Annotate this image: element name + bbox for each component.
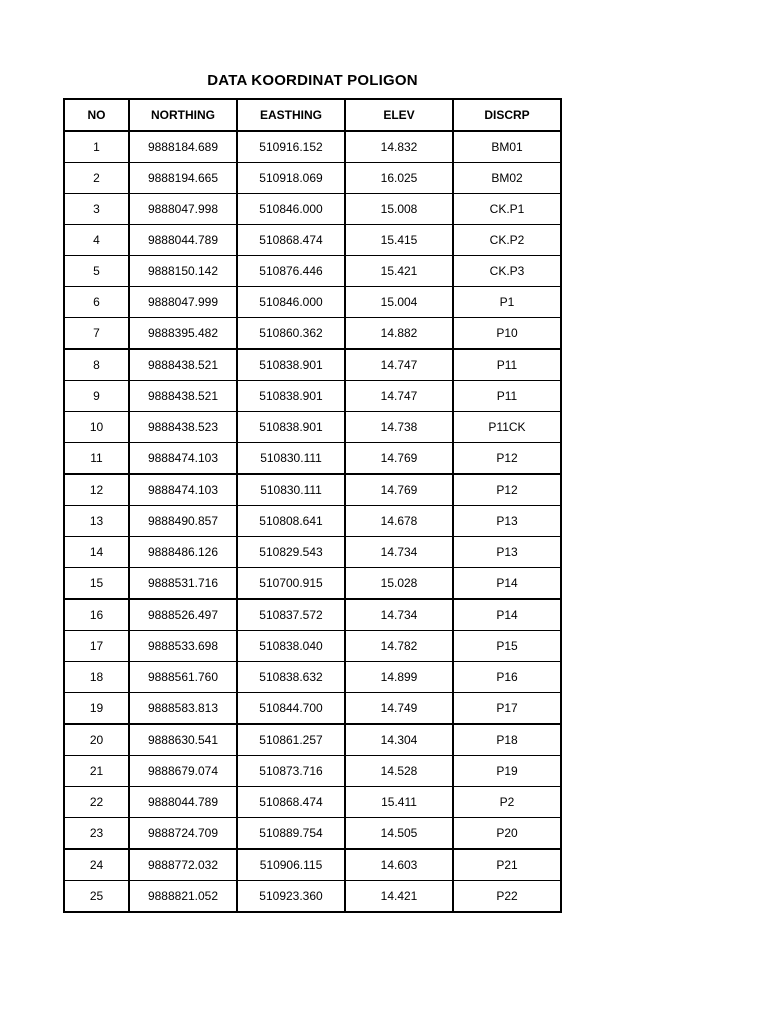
table-row bbox=[64, 506, 561, 537]
table-row bbox=[64, 818, 561, 850]
cell-elev: 14.747 bbox=[345, 381, 453, 412]
cell-elev: 15.421 bbox=[345, 256, 453, 287]
cell-no: 23 bbox=[64, 818, 129, 850]
cell-discrp: P19 bbox=[453, 756, 561, 787]
table-row bbox=[64, 881, 561, 913]
cell-no: 5 bbox=[64, 256, 129, 287]
cell-northing: 9888044.789 bbox=[129, 787, 237, 818]
cell-discrp: BM02 bbox=[453, 163, 561, 194]
cell-discrp: P12 bbox=[453, 474, 561, 506]
cell-northing: 9888679.074 bbox=[129, 756, 237, 787]
table-row bbox=[64, 163, 561, 194]
cell-northing: 9888531.716 bbox=[129, 568, 237, 600]
cell-easthing: 510838.040 bbox=[237, 631, 345, 662]
cell-elev: 16.025 bbox=[345, 163, 453, 194]
cell-no: 25 bbox=[64, 881, 129, 913]
cell-northing: 9888474.103 bbox=[129, 443, 237, 475]
cell-easthing: 510923.360 bbox=[237, 881, 345, 913]
cell-northing: 9888490.857 bbox=[129, 506, 237, 537]
cell-no: 22 bbox=[64, 787, 129, 818]
header-elev: ELEV bbox=[345, 99, 453, 131]
cell-elev: 14.734 bbox=[345, 537, 453, 568]
cell-discrp: P20 bbox=[453, 818, 561, 850]
cell-no: 18 bbox=[64, 662, 129, 693]
cell-northing: 9888486.126 bbox=[129, 537, 237, 568]
cell-northing: 9888438.523 bbox=[129, 412, 237, 443]
cell-discrp: P14 bbox=[453, 599, 561, 631]
cell-discrp: P10 bbox=[453, 318, 561, 350]
cell-easthing: 510868.474 bbox=[237, 225, 345, 256]
cell-easthing: 510838.901 bbox=[237, 381, 345, 412]
cell-discrp: P21 bbox=[453, 849, 561, 881]
cell-northing: 9888474.103 bbox=[129, 474, 237, 506]
cell-elev: 14.603 bbox=[345, 849, 453, 881]
cell-discrp: P13 bbox=[453, 506, 561, 537]
cell-discrp: CK.P1 bbox=[453, 194, 561, 225]
cell-elev: 15.415 bbox=[345, 225, 453, 256]
cell-no: 20 bbox=[64, 724, 129, 756]
cell-no: 10 bbox=[64, 412, 129, 443]
cell-easthing: 510873.716 bbox=[237, 756, 345, 787]
cell-elev: 14.678 bbox=[345, 506, 453, 537]
cell-northing: 9888526.497 bbox=[129, 599, 237, 631]
cell-elev: 14.738 bbox=[345, 412, 453, 443]
cell-easthing: 510846.000 bbox=[237, 194, 345, 225]
cell-no: 6 bbox=[64, 287, 129, 318]
cell-elev: 14.882 bbox=[345, 318, 453, 350]
table-row bbox=[64, 194, 561, 225]
table-row bbox=[64, 287, 561, 318]
cell-discrp: BM01 bbox=[453, 131, 561, 163]
cell-elev: 14.769 bbox=[345, 443, 453, 475]
cell-no: 3 bbox=[64, 194, 129, 225]
table-header bbox=[64, 99, 561, 131]
cell-elev: 14.421 bbox=[345, 881, 453, 913]
cell-northing: 9888150.142 bbox=[129, 256, 237, 287]
cell-easthing: 510876.446 bbox=[237, 256, 345, 287]
cell-easthing: 510830.111 bbox=[237, 443, 345, 475]
cell-no: 14 bbox=[64, 537, 129, 568]
cell-easthing: 510868.474 bbox=[237, 787, 345, 818]
cell-discrp: P11 bbox=[453, 349, 561, 381]
table-row bbox=[64, 849, 561, 881]
table-row bbox=[64, 318, 561, 350]
cell-no: 15 bbox=[64, 568, 129, 600]
cell-elev: 14.734 bbox=[345, 599, 453, 631]
coordinate-table bbox=[63, 98, 562, 913]
cell-easthing: 510861.257 bbox=[237, 724, 345, 756]
table-row bbox=[64, 225, 561, 256]
cell-discrp: P22 bbox=[453, 881, 561, 913]
cell-northing: 9888561.760 bbox=[129, 662, 237, 693]
table-row bbox=[64, 443, 561, 475]
cell-no: 17 bbox=[64, 631, 129, 662]
cell-easthing: 510838.901 bbox=[237, 349, 345, 381]
table-row bbox=[64, 412, 561, 443]
cell-discrp: P13 bbox=[453, 537, 561, 568]
cell-easthing: 510837.572 bbox=[237, 599, 345, 631]
cell-northing: 9888630.541 bbox=[129, 724, 237, 756]
cell-easthing: 510860.362 bbox=[237, 318, 345, 350]
cell-discrp: P12 bbox=[453, 443, 561, 475]
table-row bbox=[64, 756, 561, 787]
cell-elev: 15.411 bbox=[345, 787, 453, 818]
cell-elev: 15.004 bbox=[345, 287, 453, 318]
cell-northing: 9888194.665 bbox=[129, 163, 237, 194]
cell-discrp: CK.P2 bbox=[453, 225, 561, 256]
table-row bbox=[64, 724, 561, 756]
cell-no: 19 bbox=[64, 693, 129, 725]
cell-easthing: 510838.901 bbox=[237, 412, 345, 443]
cell-no: 4 bbox=[64, 225, 129, 256]
cell-northing: 9888438.521 bbox=[129, 349, 237, 381]
cell-no: 13 bbox=[64, 506, 129, 537]
header-easthing: EASTHING bbox=[237, 99, 345, 131]
document-title: DATA KOORDINAT POLIGON bbox=[207, 72, 418, 89]
cell-elev: 15.028 bbox=[345, 568, 453, 600]
cell-discrp: P11 bbox=[453, 381, 561, 412]
table-row bbox=[64, 381, 561, 412]
cell-elev: 14.749 bbox=[345, 693, 453, 725]
table-row bbox=[64, 599, 561, 631]
cell-elev: 14.769 bbox=[345, 474, 453, 506]
cell-elev: 14.505 bbox=[345, 818, 453, 850]
cell-northing: 9888772.032 bbox=[129, 849, 237, 881]
table-row bbox=[64, 693, 561, 725]
cell-no: 2 bbox=[64, 163, 129, 194]
cell-northing: 9888533.698 bbox=[129, 631, 237, 662]
table-row bbox=[64, 568, 561, 600]
cell-northing: 9888047.998 bbox=[129, 194, 237, 225]
cell-discrp: P1 bbox=[453, 287, 561, 318]
cell-easthing: 510844.700 bbox=[237, 693, 345, 725]
cell-discrp: P2 bbox=[453, 787, 561, 818]
table-row bbox=[64, 131, 561, 163]
table-row bbox=[64, 631, 561, 662]
cell-elev: 15.008 bbox=[345, 194, 453, 225]
cell-elev: 14.899 bbox=[345, 662, 453, 693]
table-row bbox=[64, 662, 561, 693]
cell-northing: 9888821.052 bbox=[129, 881, 237, 913]
cell-northing: 9888044.789 bbox=[129, 225, 237, 256]
cell-no: 11 bbox=[64, 443, 129, 475]
cell-easthing: 510916.152 bbox=[237, 131, 345, 163]
cell-discrp: P11CK bbox=[453, 412, 561, 443]
cell-northing: 9888184.689 bbox=[129, 131, 237, 163]
cell-no: 7 bbox=[64, 318, 129, 350]
table-row bbox=[64, 256, 561, 287]
cell-northing: 9888583.813 bbox=[129, 693, 237, 725]
cell-no: 12 bbox=[64, 474, 129, 506]
cell-elev: 14.747 bbox=[345, 349, 453, 381]
header-northing: NORTHING bbox=[129, 99, 237, 131]
cell-northing: 9888047.999 bbox=[129, 287, 237, 318]
cell-easthing: 510838.632 bbox=[237, 662, 345, 693]
cell-elev: 14.528 bbox=[345, 756, 453, 787]
table-row bbox=[64, 537, 561, 568]
cell-easthing: 510889.754 bbox=[237, 818, 345, 850]
cell-no: 21 bbox=[64, 756, 129, 787]
header-no: NO bbox=[64, 99, 129, 131]
cell-easthing: 510918.069 bbox=[237, 163, 345, 194]
header-discrp: DISCRP bbox=[453, 99, 561, 131]
cell-elev: 14.782 bbox=[345, 631, 453, 662]
cell-no: 1 bbox=[64, 131, 129, 163]
table-row bbox=[64, 474, 561, 506]
cell-discrp: P16 bbox=[453, 662, 561, 693]
cell-discrp: CK.P3 bbox=[453, 256, 561, 287]
cell-northing: 9888724.709 bbox=[129, 818, 237, 850]
table-body bbox=[64, 131, 561, 912]
cell-no: 16 bbox=[64, 599, 129, 631]
cell-no: 8 bbox=[64, 349, 129, 381]
cell-elev: 14.304 bbox=[345, 724, 453, 756]
cell-discrp: P15 bbox=[453, 631, 561, 662]
cell-easthing: 510700.915 bbox=[237, 568, 345, 600]
table-row bbox=[64, 787, 561, 818]
header-row bbox=[64, 99, 561, 131]
cell-easthing: 510830.111 bbox=[237, 474, 345, 506]
cell-northing: 9888438.521 bbox=[129, 381, 237, 412]
cell-discrp: P14 bbox=[453, 568, 561, 600]
cell-northing: 9888395.482 bbox=[129, 318, 237, 350]
cell-discrp: P18 bbox=[453, 724, 561, 756]
cell-easthing: 510829.543 bbox=[237, 537, 345, 568]
cell-no: 24 bbox=[64, 849, 129, 881]
table-row bbox=[64, 349, 561, 381]
cell-easthing: 510808.641 bbox=[237, 506, 345, 537]
cell-discrp: P17 bbox=[453, 693, 561, 725]
cell-easthing: 510906.115 bbox=[237, 849, 345, 881]
cell-no: 9 bbox=[64, 381, 129, 412]
cell-easthing: 510846.000 bbox=[237, 287, 345, 318]
cell-elev: 14.832 bbox=[345, 131, 453, 163]
